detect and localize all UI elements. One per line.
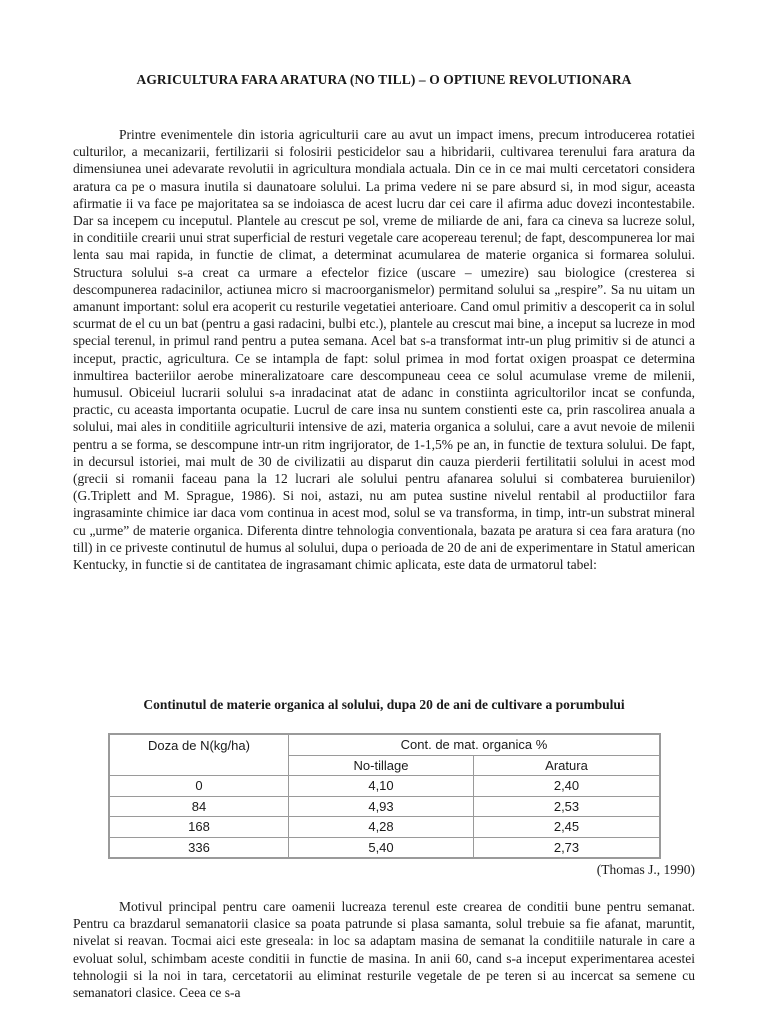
table-row [109, 796, 660, 817]
paragraph-intro: Printre evenimentele din istoria agriculturii care au avut un impact imens, precum introducerea rotatiei culturilor, a mecanizarii, fertilizarii si folosirii pesticidelor sau a hibridarii, cultivarea terenului fara aratura da dimensiunea unei adevarate revolutii in agricultura mondiala actuala. Din ce in ce mai multi cercetatori considera aratura ca pe o masura inutila si daunatoare solului. La prima vedere ni se pare absurd si, in mod sigur, aceasta afirmatie ii va face pe majoritatea sa se indoiasca de acest lucru dar cei care il afirma aduc dovezi incontestabile. Dar sa incepem cu inceputul. Plantele au crescut pe sol, vreme de miliarde de ani, fara ca cineva sa lucreze solul, in conditiile crearii unui strat superficial de resturi vegetale care acopereau terenul; de fapt, descompunerea lor mai lenta sau mai rapida, in functie de climat, a determinat acumularea de materie organica si formarea solului. Structura solului s-a creat ca urmare a efectelor fizice (uscare – umezire) sau biologice (cresterea si descompunerea radacinilor, actiunea micro si macroorganismelor) permitand solului sa „respire”. Sa nu uitam un amanunt important: solul era acoperit cu resturile vegetatiei anterioare. Cand omul primitiv a descoperit ca in solul scurmat de el cu un bat (pentru a gasi radacini, bulbi etc.), plantele au crescut mai bine, a inceput sa lucreze in mod special terenul, in primul rand pentru a putea semana. Acel bat s-a transformat intr-un plug primitiv si de atunci a inceput, practic, agricultura. Ce se intampla de fapt: solul primea in mod fortat oxigen proaspat ce determina inmultirea bacteriilor aerobe mineralizatoare care descompuneau ceea ce solul acumulase vreme de milenii, humusul. Obiceiul lucrarii solului s-a inradacinat atat de adanc in constiinta agricultorilor incat se confunda, practic, cu aceasta importanta ocupatie. Lucrul de care insa nu suntem constienti este ca, prin rascolirea anuala a solului, mai ales in conditiile agriculturii intensive de azi, materia organica a solului, care a avut nevoie de milenii pentru a se forma, se descompune intr-un ritm ingrijorator, de 1-1,5% pe an, in functie de textura solului. De fapt, in decursul istoriei, mai mult de 30 de civilizatii au disparut din cauza pierderii fertilitatii solului in acest mod (grecii si romanii faceau pana la 12 lucrari ale solului pentru afanarea solului si combaterea buruienilor) (G.Triplett and M. Sprague, 1986). Si noi, astazi, nu am putea sustine nivelul rentabil al productiilor fara ingrasaminte chimice iar daca vom continua in acest mod, solul se va transforma, in timp, intr-un substrat mineral cu „urme” de materie organica. Diferenta dintre tehnologia conventionala, bazata pe aratura si cea fara aratura (no till) in ce priveste continutul de humus al solului, dupa o perioada de 20 de ani de experimentare in Statul american Kentucky, in functie si de cantitatea de ingrasamant chimic aplicata, este data de urmatorul tabel: [73, 127, 695, 573]
cell-plow: 2,45 [474, 817, 661, 838]
table-row [109, 776, 660, 797]
cell-notill: 4,93 [289, 796, 474, 817]
organic-matter-table [108, 733, 661, 859]
cell-dose: 84 [109, 796, 289, 817]
cell-dose: 168 [109, 817, 289, 838]
document-title: AGRICULTURA FARA ARATURA (NO TILL) – O OPTIUNE REVOLUTIONARA [136, 72, 632, 87]
table-caption: Continutul de materie organica al solului, dupa 20 de ani de cultivare a porumbului [143, 697, 625, 712]
cell-plow: 2,73 [474, 837, 661, 858]
header-notill: No-tillage [289, 755, 474, 776]
cell-notill: 5,40 [289, 837, 474, 858]
table-row [109, 837, 660, 858]
cell-plow: 2,40 [474, 776, 661, 797]
table-header-row [109, 734, 660, 755]
cell-notill: 4,28 [289, 817, 474, 838]
table-source: (Thomas J., 1990) [596, 862, 695, 877]
header-organic-content: Cont. de mat. organica % [289, 734, 661, 755]
header-plow: Aratura [474, 755, 661, 776]
cell-notill: 4,10 [289, 776, 474, 797]
table-row [109, 817, 660, 838]
cell-dose: 0 [109, 776, 289, 797]
paragraph-sowing: Motivul principal pentru care oamenii lucreaza terenul este crearea de conditii bune pentru semanat. Pentru ca brazdarul semanatorii clasice sa poata patrunde si plasa samanta, solul trebuie sa fie afanat, maruntit, nivelat si reavan. Tocmai aici este greseala: in loc sa adaptam masina de semanat la conditiile naturale in care a evoluat solul, schimbam aceste conditii in functie de masina. In anii 60, cand s-a inceput experimentarea acestei tehnologii si la noi in tara, cercetatorii au eliminat resturile vegetale de pe teren si au incercat sa semene cu semanatori clasice. Ceea ce s-a [73, 899, 695, 1001]
cell-plow: 2,53 [474, 796, 661, 817]
cell-dose: 336 [109, 837, 289, 858]
header-dose: Doza de N(kg/ha) [109, 734, 289, 776]
